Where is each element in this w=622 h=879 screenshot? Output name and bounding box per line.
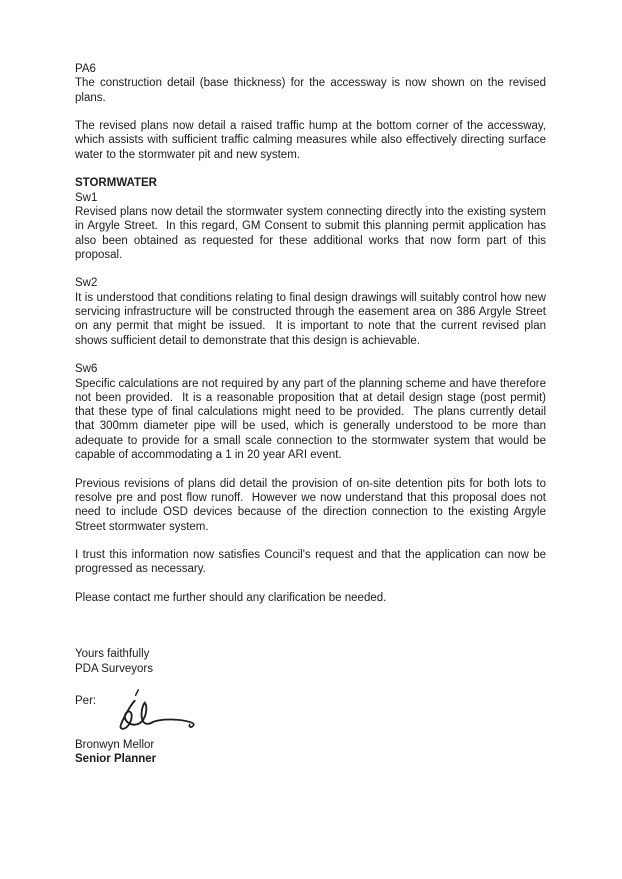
company-name: PDA Surveyors [75, 662, 153, 675]
per-label: Per: [75, 694, 97, 707]
pa6-paragraph-1: The construction detail (base thickness) for the accessway is now shown on the revised plans. [75, 77, 550, 104]
closing-paragraph-2: Please contact me further should any clarification be needed. [75, 591, 387, 604]
signature-row [75, 688, 546, 732]
valediction: Yours faithfully [75, 648, 150, 661]
signatory-block [75, 738, 546, 767]
sw1-label: Sw1 [75, 191, 98, 204]
pa6-paragraph-2: The revised plans now detail a raised traffic hump at the bottom corner of the accessway, which assists with sufficient traffic calming measures while also effectively directing surface water to the stormwater pit and new system. [75, 120, 550, 161]
pa6-label: PA6 [75, 63, 96, 75]
sw1-paragraph: Revised plans now detail the stormwater system connecting directly into the existing system in Argyle Street. In this regard, GM Consent to submit this planning permit application has also been obtained as requested for these additional works that now form part of this proposal. [75, 205, 550, 261]
closing-paragraph-1: I trust this information now satisfies Council's request and that the application can now be progressed as necessary. [75, 549, 550, 576]
sw6-paragraph-1: Specific calculations are not required by any part of the planning scheme and have therefore not been provided. It is a reasonable proposition that at detail design stage (post permit) that these type of final calculations might need to be provided. The plans currently detail that 300mm diameter pipe will be used, which is generally understood to be more than adequate to provide for a small scale connection to the stormwater system that would be capable of accommodating a 1 in 20 year ARI event. [75, 377, 550, 462]
sw6-label: Sw6 [75, 363, 98, 376]
handwritten-signature-icon [107, 688, 199, 732]
stormwater-heading: STORMWATER [75, 177, 157, 190]
sw2-paragraph: It is understood that conditions relating to final design drawings will suitably control how new servicing infrastructure will be constructed through the easement area on 386 Argyle Street on any permit that might be issued. It is important to note that the current revised plan shows sufficient detail to demonstrate that this design is achievable. [75, 291, 550, 347]
signatory-name: Bronwyn Mellor [75, 738, 155, 751]
sw2-label: Sw2 [75, 277, 98, 290]
sw6-paragraph-2: Previous revisions of plans did detail the provision of on-site detention pits for both lots to resolve pre and post flow runoff. However we now understand that this proposal does not need to include OSD devices because of the direction connection to the existing Argyle Street stormwater system. [75, 477, 550, 533]
signatory-title: Senior Planner [75, 753, 157, 766]
